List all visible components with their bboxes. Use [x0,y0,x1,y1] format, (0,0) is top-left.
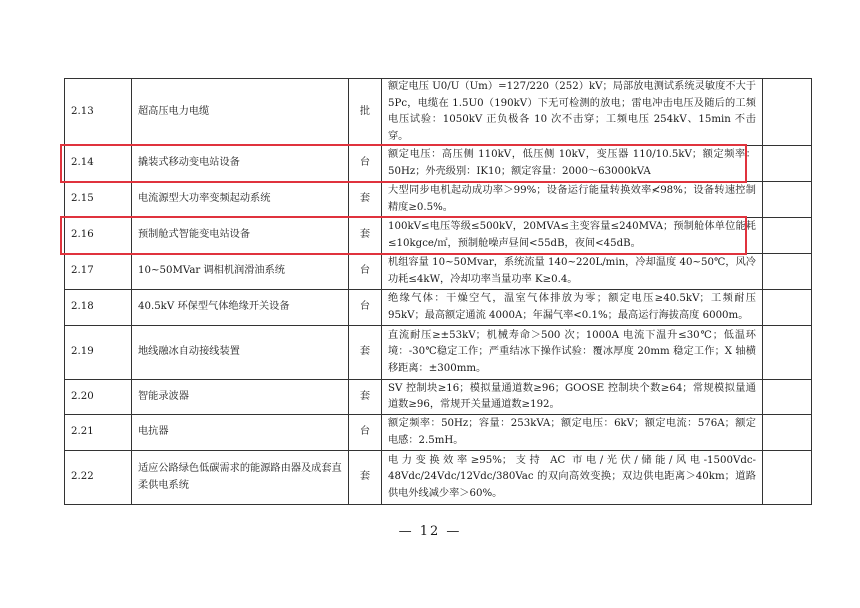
parameter-cell: 大型同步电机起动成功率＞99%；设备运行能量转换效率≮98%；设备转速控制精度≥0.5%。 [382,182,763,218]
parameter-cell: 100kV≤电压等级≤500kV，20MVA≤主变容量≤240MVA；预制舱体单位能耗≤10kgce/㎡，预制舱噪声昼间<55dB，夜间<45dB。 [382,218,763,254]
table-row [65,326,812,380]
equipment-name: 电抗器 [132,415,349,451]
table-row [65,380,812,415]
table-row [65,79,812,146]
equipment-name: 撬装式移动变电站设备 [132,146,349,182]
highlight-box-2-14 [60,144,747,183]
unit-cell: 套 [349,451,382,505]
parameter-cell: 额定电压 U0/U（Um）=127/220（252）kV；局部放电测试系统灵敏度不大于5Pc，电缆在 1.5U0（190kV）下无可检测的放电；雷电冲击电压及随后的工频电压试验：1050kV 正负极各 10 次不击穿；工频电压 254kV、15min 不击穿。 [382,79,763,146]
empty-cell [763,380,812,415]
parameter-cell: 直流耐压≥±53kV；机械寿命＞500 次；1000A 电流下温升≤30℃；低温环境：-30℃稳定工作；严重结冰下操作试验：覆冰厚度 20mm 稳定工作；X 轴横移距离：±300mm。 [382,326,763,380]
row-number: 2.13 [65,79,132,146]
unit-cell: 台 [349,290,382,326]
parameter-cell: 额定频率：50Hz；容量：253kVA；额定电压：6kV；额定电流：576A；额定电感：2.5mH。 [382,415,763,451]
spec-table [64,78,812,505]
table-row [65,415,812,451]
empty-cell [763,254,812,290]
parameter-cell: 绝缘气体：干燥空气，温室气体排放为零；额定电压≥40.5kV；工频耐压 95kV；最高额定通流 4000A；年漏气率<0.1%；最高运行海拔高度 6000m。 [382,290,763,326]
table-row [65,290,812,326]
unit-cell: 套 [349,182,382,218]
row-number: 2.18 [65,290,132,326]
equipment-name: 40.5kV 环保型气体绝缘开关设备 [132,290,349,326]
unit-cell: 台 [349,254,382,290]
unit-cell: 台 [349,415,382,451]
unit-cell: 套 [349,380,382,415]
equipment-name: 地线融冰自动接线装置 [132,326,349,380]
row-number: 2.22 [65,451,132,505]
row-number: 2.14 [65,146,132,182]
row-number: 2.16 [65,218,132,254]
row-number: 2.19 [65,326,132,380]
row-number: 2.20 [65,380,132,415]
empty-cell [763,146,812,182]
equipment-name: 超高压电力电缆 [132,79,349,146]
equipment-name: 预制舱式智能变电站设备 [132,218,349,254]
unit-cell: 台 [349,146,382,182]
table-row [65,451,812,505]
row-number: 2.17 [65,254,132,290]
table-row [65,254,812,290]
equipment-name: 智能录波器 [132,380,349,415]
row-number: 2.21 [65,415,132,451]
empty-cell [763,182,812,218]
equipment-name: 适应公路绿色低碳需求的能源路由器及成套直柔供电系统 [132,451,349,505]
page-number: — 12 — [398,524,462,539]
parameter-cell: 电力变换效率≥95%；支持 AC 市电/光伏/储能/风电-1500Vdc-48Vdc/24Vdc/12Vdc/380Vac 的双向高效变换；双边供电距离＞40km；道路供电外线减少率＞60%。 [382,451,763,505]
highlight-box-2-16 [60,216,747,255]
row-number: 2.15 [65,182,132,218]
empty-cell [763,290,812,326]
empty-cell [763,218,812,254]
spec-table-body [65,79,812,505]
parameter-cell: SV 控制块≥16；模拟量通道数≥96；GOOSE 控制块个数≥64；常规模拟量通道数≥96，常规开关量通道数≥192。 [382,380,763,415]
parameter-cell: 额定电压：高压侧 110kV，低压侧 10kV，变压器 110/10.5kV；额定频率：50Hz；外壳级别：IK10；额定容量：2000～63000kVA [382,146,763,182]
empty-cell [763,415,812,451]
table-row [65,182,812,218]
unit-cell: 套 [349,218,382,254]
parameter-cell: 机组容量 10~50Mvar，系统流量 140~220L/min，冷却温度 40~50℃，风冷功耗≤4kW，冷却功率当量功率 K≥0.4。 [382,254,763,290]
equipment-name: 电流源型大功率变频起动系统 [132,182,349,218]
equipment-name: 10~50MVar 调相机润滑油系统 [132,254,349,290]
unit-cell: 套 [349,326,382,380]
empty-cell [763,451,812,505]
empty-cell [763,79,812,146]
empty-cell [763,326,812,380]
unit-cell: 批 [349,79,382,146]
